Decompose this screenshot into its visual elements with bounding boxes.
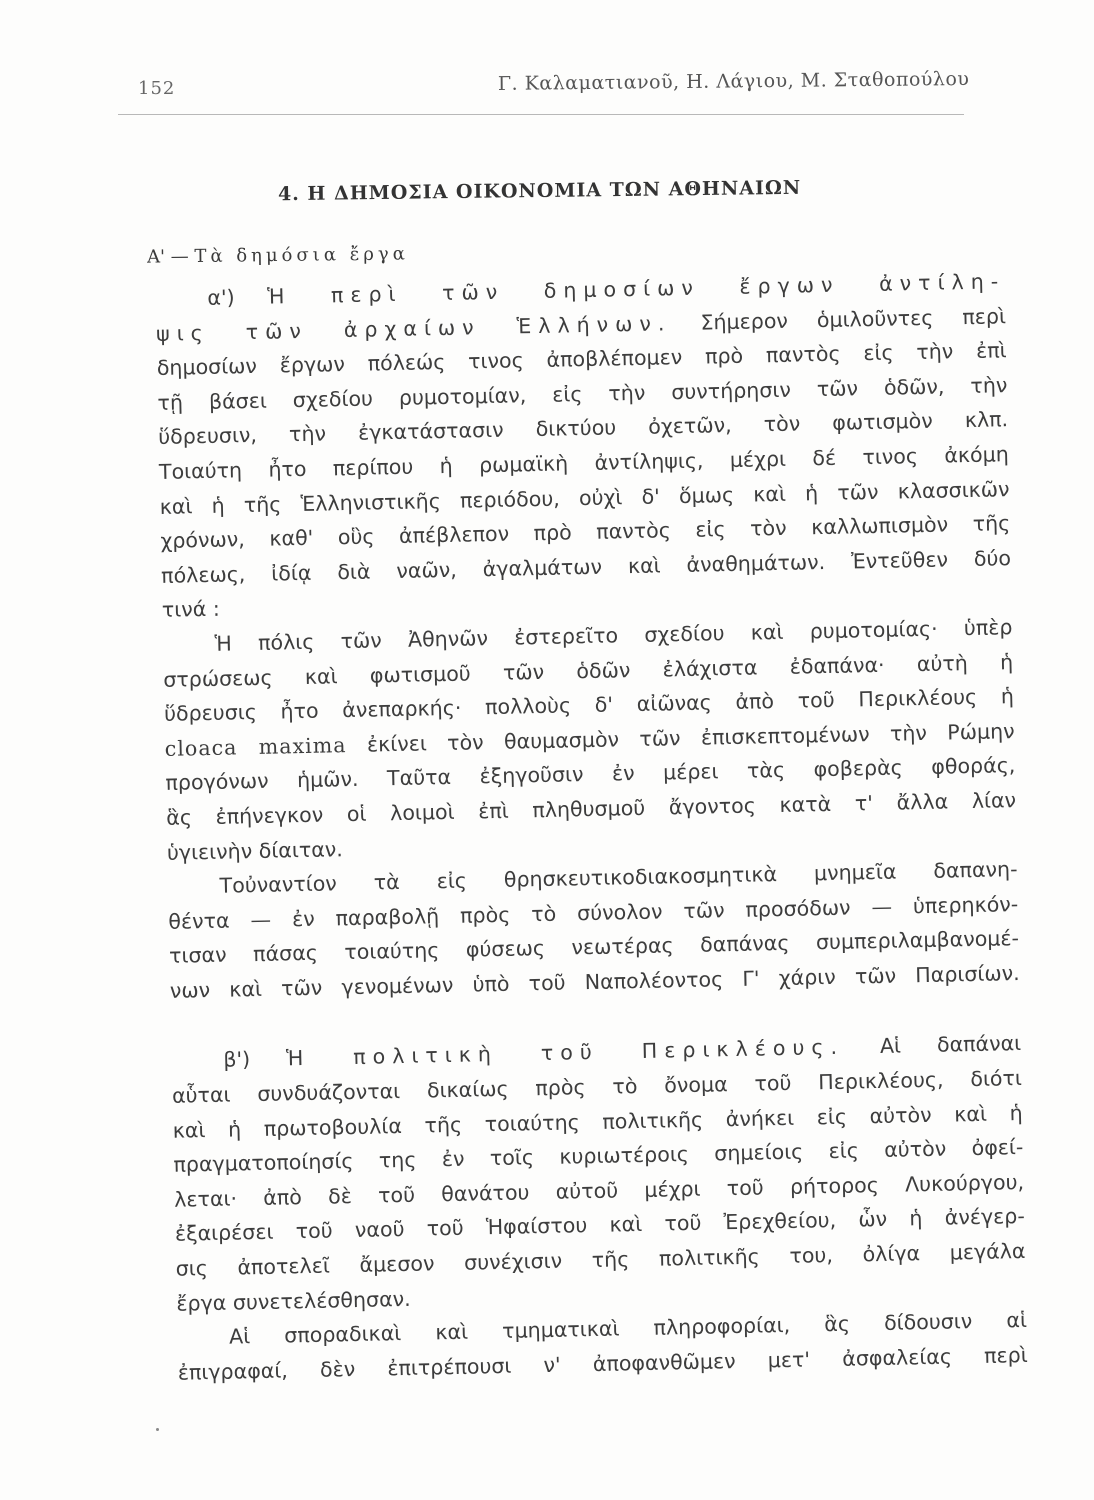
ink-speck bbox=[156, 1428, 159, 1431]
text-line-a-8: τινά : bbox=[161, 597, 221, 623]
text-line-b-1: προγόνων ἡμῶν. Ταῦτα ἐξηγοῦσιν ἐν μέρει τὰς φοβερὰς φθοράς, bbox=[165, 753, 1016, 796]
subsection-b-title: Ἡ πολιτικὴ τοῦ Περικλέους. bbox=[285, 1035, 845, 1071]
text-line-b-6: τισαν πάσας τοιαύτης φύσεως νεωτέρας δαπάνας συμπεριλαμβανομέ- bbox=[168, 926, 1020, 969]
text-line-a-11: ὕδρευσις ἦτο ἀνεπαρκής· πολλοὺς δ' αἰῶνας ἀπὸ τοῦ Περικλέους ἡ bbox=[163, 684, 1015, 727]
text-line-a-1: δημοσίων ἔργων πόλεώς τινος ἀποβλέπομεν πρὸ παντὸς εἰς τὴν ἐπὶ bbox=[156, 338, 1007, 381]
section-title: Τὰ δημόσια ἔργα bbox=[194, 243, 409, 268]
text-line-c-0: αὗται συνδυάζονται δικαίως πρὸς τὸ ὄνομα τοῦ Περικλέους, διότι bbox=[171, 1066, 1023, 1108]
running-head: Γ. Καλαματιανοῦ, Η. Λάγιου, Μ. Σταθοπούλου bbox=[498, 68, 970, 95]
section-heading bbox=[147, 243, 409, 267]
text-line-c-8: ἐπιγραφαί, δὲν ἐπιτρέπουσι ν' ἀποφανθῶμεν μετ' ἀσφαλείας περὶ bbox=[177, 1342, 1028, 1385]
subsection-b-label: β') bbox=[223, 1047, 251, 1073]
text-line-c-1: καὶ ἡ πρωτοβουλία τῆς τοιαύτης πολιτικῆς ἀνήκει εἰς αὐτὸν καὶ ἡ bbox=[172, 1100, 1023, 1143]
text-line-b-3: ὑγιεινὴν δίαιταν. bbox=[166, 836, 344, 865]
latin-phrase: cloaca maxima bbox=[164, 732, 347, 761]
text-line-a-6: χρόνων, καθ' οὓς ἀπέβλεπον πρὸ παντὸς εἰς τὸν καλλωπισμὸν τῆς bbox=[160, 511, 1011, 554]
text-line-a-9: Ἡ πόλις τῶν Ἀθηνῶν ἐστερεῖτο σχεδίου καὶ ρυμοτομίας· ὑπὲρ bbox=[214, 615, 1013, 656]
text-line-a-10: στρώσεως καὶ φωτισμοῦ τῶν ὁδῶν ἐλάχιστα ἐδαπάνα· αὐτὴ ἡ bbox=[163, 649, 1014, 692]
subsection-a-label: α') bbox=[207, 285, 235, 310]
text-line-b-4: Τοὐναντίον τὰ εἰς θρησκευτικοδιακοσμητικὰ μνημεῖα δαπανη- bbox=[219, 857, 1018, 898]
text-line-c-4: ἐξαιρέσει τοῦ ναοῦ τοῦ Ἡφαίστου καὶ τοῦ Ἐρεχθείου, ὧν ἡ ἀνέγερ- bbox=[174, 1204, 1026, 1247]
text-line-c-3: λεται· ἀπὸ δὲ τοῦ θανάτου αὐτοῦ μέχρι τοῦ ρήτορος Λυκούργου, bbox=[173, 1169, 1025, 1212]
page-header bbox=[138, 68, 970, 108]
header-rule bbox=[118, 114, 964, 115]
body-text bbox=[155, 264, 1028, 1390]
text-line-b-0: ἐκίνει τὸν θαυμασμὸν τῶν ἐπισκεπτομένων τὴν Ρώμην bbox=[366, 718, 1015, 757]
text-line-b-7: νων καὶ τῶν γενομένων ὑπὸ τοῦ Ναπολέοντος Γ' χάριν τῶν Παρισίων. bbox=[169, 960, 1020, 1003]
text-line-a-0: Σήμερον ὁμιλοῦντες περὶ bbox=[700, 303, 1007, 335]
text-line-c-2: πραγματοποίησίς της ἐν τοῖς κυριωτέροις σημείοις εἰς αὐτὸν ὀφεί- bbox=[173, 1135, 1024, 1178]
text-line-a-2: τῇ βάσει σχεδίου ρυμοτομίαν, εἰς τὴν συντήρησιν τῶν ὁδῶν, τὴν bbox=[157, 372, 1008, 415]
page-number: 152 bbox=[138, 78, 176, 99]
text-line-a-3: ὕδρευσιν, τὴν ἐγκατάστασιν δικτύου ὀχετῶν, τὸν φωτισμὸν κλπ. bbox=[158, 407, 1009, 450]
subsection-a-title-cont: ψις τῶν ἀρχαίων Ἑλλήνων. bbox=[155, 310, 672, 346]
text-line-b-2: ἃς ἐπήνεγκον οἱ λοιμοὶ ἐπὶ πληθυσμοῦ ἄγοντος κατὰ τ' ἄλλα λίαν bbox=[165, 787, 1017, 830]
subsection-a-title: Ἡ περὶ τῶν δημοσίων ἔργων ἀντίλη- bbox=[266, 269, 1006, 309]
text-line-c-6: ἔργα συνετελέσθησαν. bbox=[176, 1286, 411, 1316]
text-line-a-5: καὶ ἡ τῆς Ἑλληνιστικῆς περιόδου, οὐχὶ δ' ὅμως καὶ ἡ τῶν κλασσικῶν bbox=[159, 476, 1010, 519]
subsection-b-first-words: Αἱ δαπάναι bbox=[879, 1031, 1022, 1059]
text-line-a-7: πόλεως, ἰδίᾳ διὰ ναῶν, ἀγαλμάτων καὶ ἀναθημάτων. Ἐντεῦθεν δύο bbox=[160, 545, 1012, 588]
text-line-b-5: θέντα — ἐν παραβολῇ πρὸς τὸ σύνολον τῶν προσόδων — ὑπερηκόν- bbox=[168, 891, 1019, 934]
text-line-c-7: Αἱ σποραδικαὶ καὶ τμηματικαὶ πληροφορίαι, ἃς δίδουσιν αἱ bbox=[228, 1308, 1028, 1349]
section-label: Α' — bbox=[146, 246, 195, 268]
text-line-c-5: σις ἀποτελεῖ ἄμεσον συνέχισιν τῆς πολιτικῆς του, ὀλίγα μεγάλα bbox=[175, 1239, 1026, 1281]
text-line-a-4: Τοιαύτη ἦτο περίπου ἡ ρωμαϊκὴ ἀντίληψις, μέχρι δέ τινος ἀκόμη bbox=[158, 442, 1010, 484]
chapter-title: 4. Η ΔΗΜΟΣΙΑ ΟΙΚΟΝΟΜΙΑ ΤΩΝ ΑΘΗΝΑΙΩΝ bbox=[277, 176, 802, 206]
